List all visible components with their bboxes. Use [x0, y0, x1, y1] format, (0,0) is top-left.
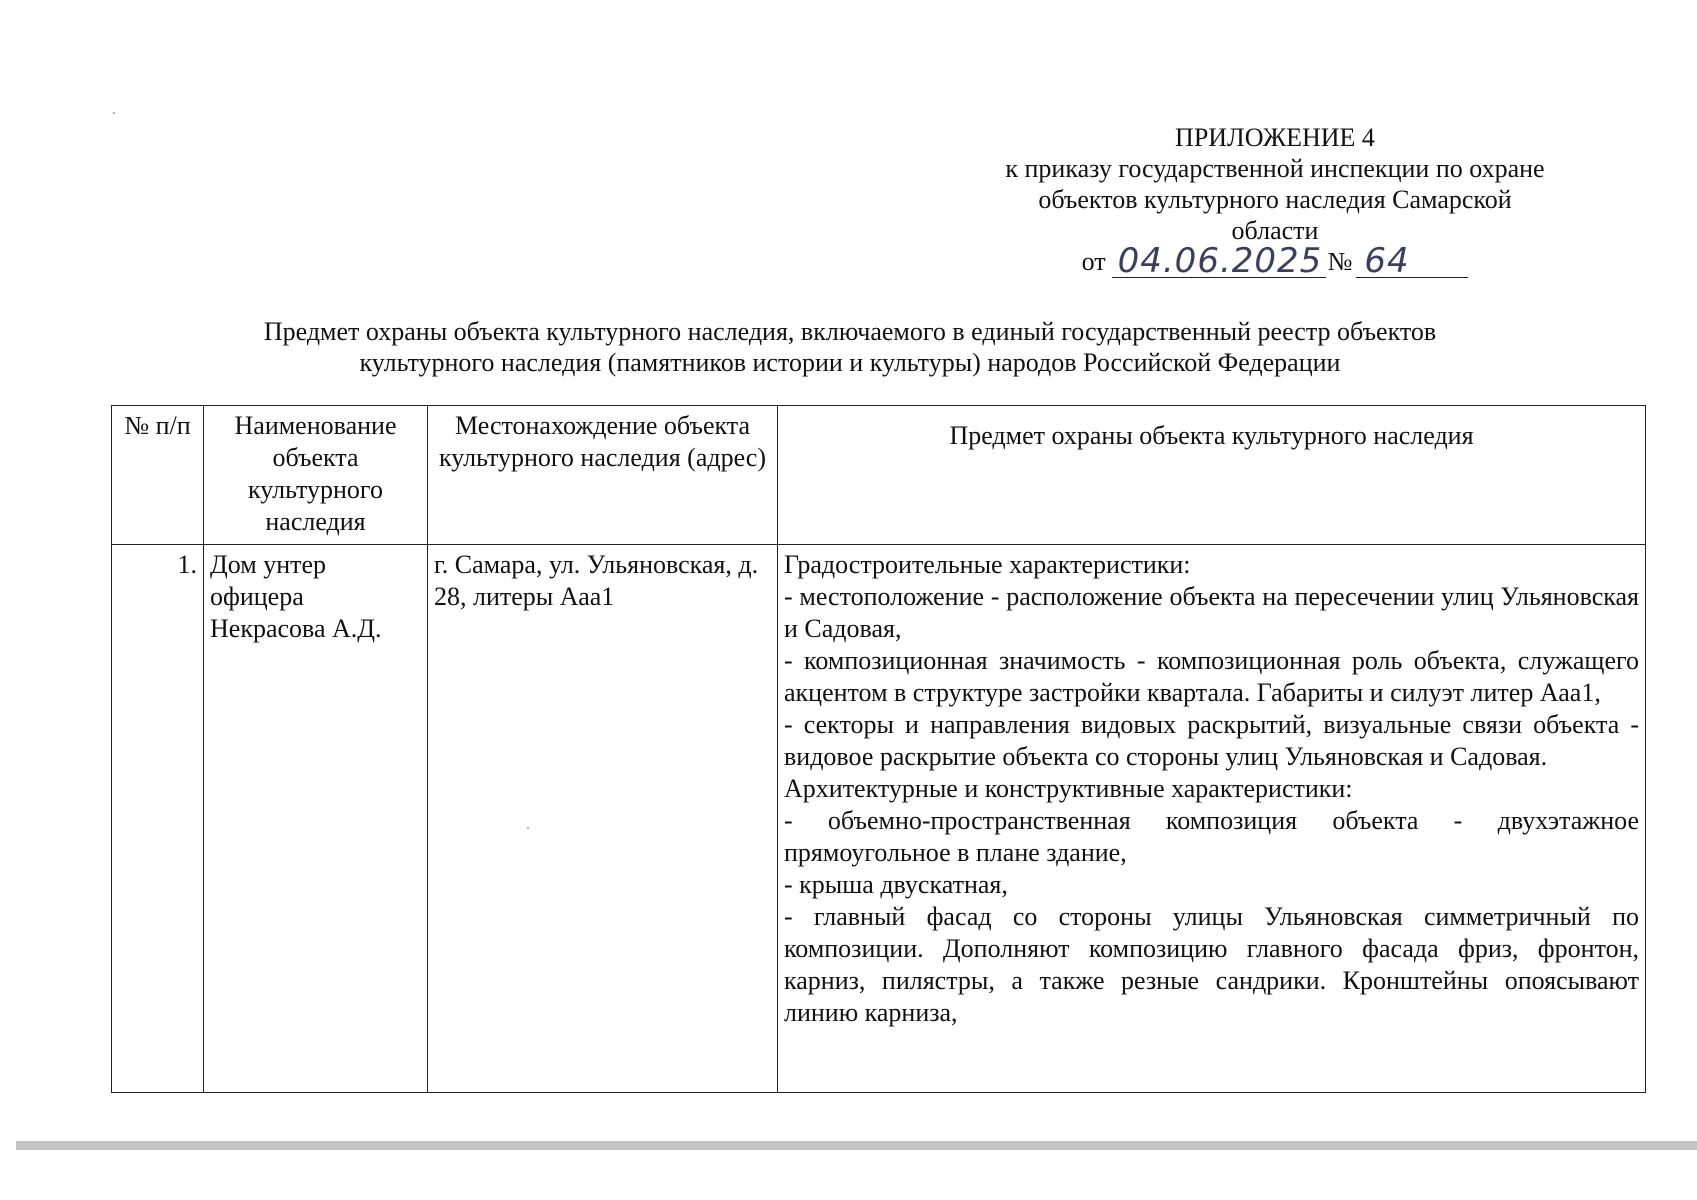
- row-number: 1.: [112, 545, 204, 1093]
- appendix-line-1: к приказу государственной инспекции по охране: [1005, 154, 1545, 183]
- header-number: № п/п: [112, 406, 204, 545]
- subject-paragraph: - секторы и направления видовых раскрытий, визуальные связи объекта - видовое раскрытие объекта со стороны улиц Ульяновская и Садовая.: [784, 710, 1639, 771]
- table-header-row: [112, 406, 1646, 545]
- handwritten-number: 64: [1364, 241, 1410, 281]
- subject-paragraph: - объемно-пространственная композиция объекта - двухэтажное прямоугольное в плане здание,: [784, 806, 1639, 867]
- date-field: [1112, 241, 1326, 281]
- subject-paragraph: - местоположение - расположение объекта на пересечении улиц Ульяновская и Садовая,: [784, 582, 1639, 643]
- subject-paragraph: Архитектурные и конструктивные характеристики:: [784, 774, 1353, 803]
- scan-edge-bar: [16, 1141, 1697, 1150]
- scan-speck: [113, 112, 115, 114]
- scan-speck: [527, 827, 529, 829]
- document-title-line-1: Предмет охраны объекта культурного наследия, включаемого в единый государственный реестр объектов: [263, 317, 1437, 346]
- heritage-register-table: [111, 405, 1646, 1093]
- order-date-number-line: [1081, 241, 1469, 281]
- number-field: [1356, 241, 1468, 281]
- appendix-line-2: объектов культурного наследия Самарской: [1038, 185, 1512, 214]
- handwritten-date: 04.06.2025: [1117, 241, 1323, 281]
- subject-paragraph: - главный фасад со стороны улицы Ульяновская симметричный по композиции. Дополняют композицию главного фасада фриз, фронтон, карниз, пилястры, а также резные сандрики. Кронштейны опоясывают линию карниза,: [784, 902, 1639, 1027]
- appendix-heading: ПРИЛОЖЕНИЕ 4: [1175, 123, 1375, 152]
- appendix-block: [940, 122, 1610, 281]
- document-title: [110, 316, 1590, 378]
- row-protection-subject: [778, 545, 1646, 1093]
- table-row: [112, 545, 1646, 1093]
- appendix-line-3: области: [1231, 216, 1319, 245]
- subject-paragraph: Градостроительные характеристики:: [784, 550, 1191, 579]
- subject-paragraph: - крыша двускатная,: [784, 870, 1008, 899]
- number-sign: №: [1327, 247, 1353, 276]
- header-protection-subject: Предмет охраны объекта культурного наследия: [778, 406, 1646, 545]
- subject-paragraph: - композиционная значимость - композиционная роль объекта, служащего акцентом в структуре застройки квартала. Габариты и силуэт литер Ааа1,: [784, 646, 1639, 707]
- row-address: г. Самара, ул. Ульяновская, д. 28, литеры Ааа1: [428, 545, 778, 1093]
- row-object-name: Дом унтер офицера Некрасова А.Д.: [204, 545, 428, 1093]
- date-prefix: от: [1081, 247, 1106, 276]
- header-object-name: Наименование объекта культурного наследия: [204, 406, 428, 545]
- header-address: Местонахождение объекта культурного наследия (адрес): [428, 406, 778, 545]
- document-title-line-2: культурного наследия (памятников истории и культуры) народов Российской Федерации: [359, 348, 1341, 377]
